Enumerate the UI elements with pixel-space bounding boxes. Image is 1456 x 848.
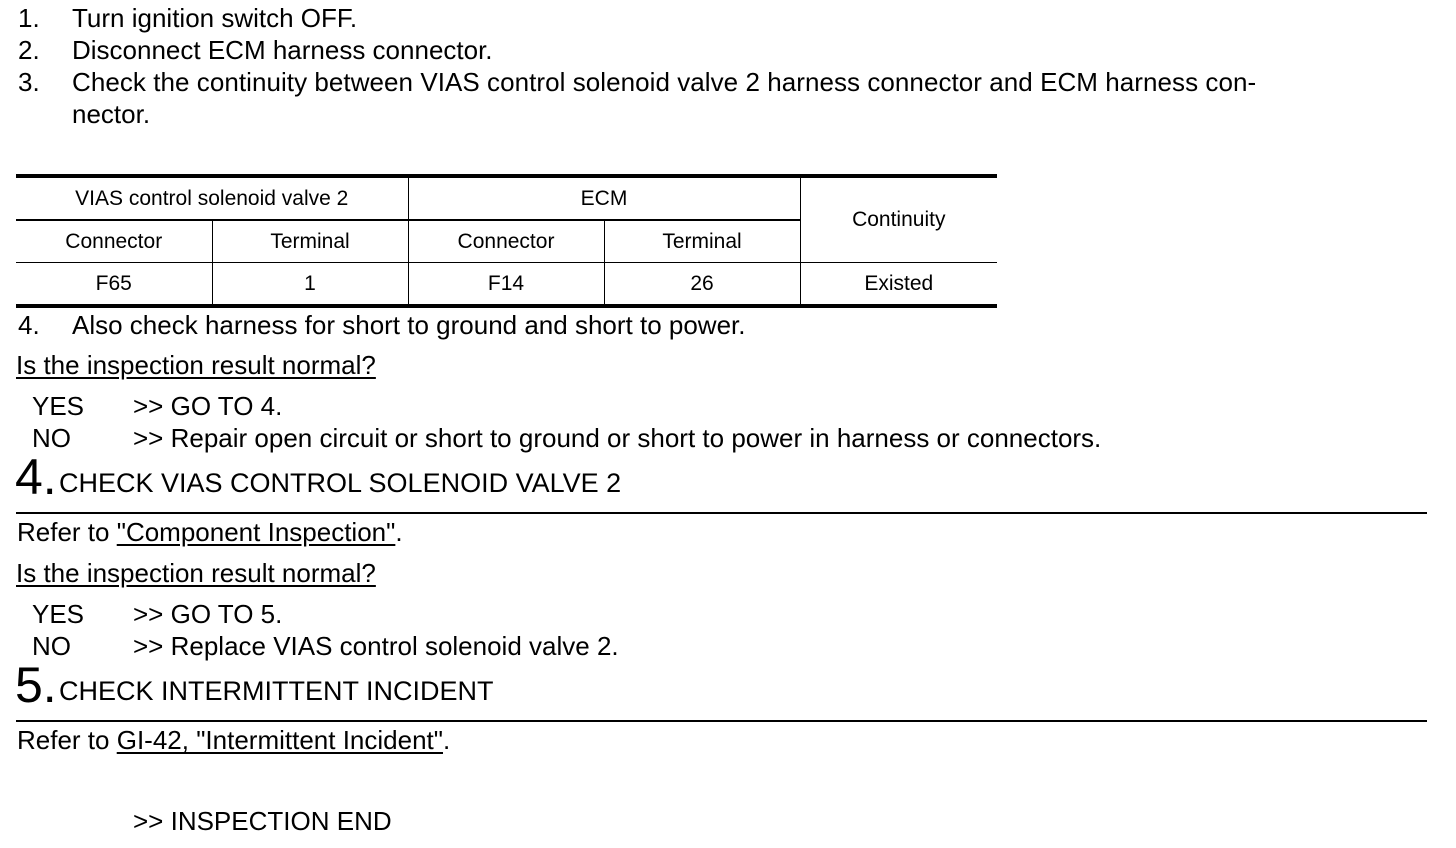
section-5-number: 5. [15, 657, 57, 713]
answer-yes-text: >> GO TO 4. [133, 391, 283, 421]
table-cell: F65 [16, 263, 212, 307]
step-1-number: 1. [18, 3, 40, 33]
section-4-refer [17, 517, 403, 547]
table-subheader-terminal: Terminal [212, 220, 408, 263]
step-2-text: Disconnect ECM harness connector. [72, 35, 493, 65]
table-subheader-terminal: Terminal [604, 220, 800, 263]
answer-yes-label: YES [32, 599, 85, 629]
table-row [16, 263, 997, 307]
step-4-number: 4. [18, 310, 40, 340]
step-1-text: Turn ignition switch OFF. [72, 3, 358, 33]
step-3-text-continued: nector. [72, 99, 151, 129]
refer-suffix: . [443, 725, 451, 755]
table-cell: F14 [408, 263, 604, 307]
step-4-text: Also check harness for short to ground and short to power. [72, 310, 746, 340]
refer-suffix: . [395, 517, 403, 547]
inspection-end: >> INSPECTION END [133, 806, 392, 836]
table-subheader-connector: Connector [408, 220, 604, 263]
step-2-number: 2. [18, 35, 40, 65]
table-group-header-ecm: ECM [408, 176, 800, 220]
refer-prefix: Refer to [17, 725, 117, 755]
table-subheader-connector: Connector [16, 220, 212, 263]
table-header-continuity: Continuity [800, 176, 997, 263]
section-5-divider [16, 720, 1427, 722]
section-4-divider [16, 512, 1427, 514]
section-5-title: CHECK INTERMITTENT INCIDENT [59, 676, 494, 706]
step-3-text: Check the continuity between VIAS control solenoid valve 2 harness connector and ECM harness con- [72, 67, 1257, 97]
refer-prefix: Refer to [17, 517, 117, 547]
answer-no-label: NO [32, 423, 71, 453]
table-group-header-solenoid: VIAS control solenoid valve 2 [16, 176, 408, 220]
section-5-refer [17, 725, 450, 755]
answer-no-text: >> Repair open circuit or short to ground or short to power in harness or connectors. [133, 423, 1102, 453]
section-4-number: 4. [15, 449, 57, 505]
step-3-number: 3. [18, 67, 40, 97]
table-cell: 26 [604, 263, 800, 307]
inspection-question: Is the inspection result normal? [16, 558, 376, 588]
continuity-table [16, 174, 997, 308]
intermittent-incident-link[interactable]: GI-42, "Intermittent Incident" [116, 725, 443, 755]
answer-no-text: >> Replace VIAS control solenoid valve 2. [133, 631, 619, 661]
answer-yes-label: YES [32, 391, 85, 421]
answer-no-label: NO [32, 631, 71, 661]
section-4-title: CHECK VIAS CONTROL SOLENOID VALVE 2 [59, 468, 622, 498]
component-inspection-link[interactable]: "Component Inspection" [116, 517, 396, 547]
table-cell: 1 [212, 263, 408, 307]
inspection-question: Is the inspection result normal? [16, 350, 376, 380]
table-cell: Existed [800, 263, 997, 307]
answer-yes-text: >> GO TO 5. [133, 599, 283, 629]
